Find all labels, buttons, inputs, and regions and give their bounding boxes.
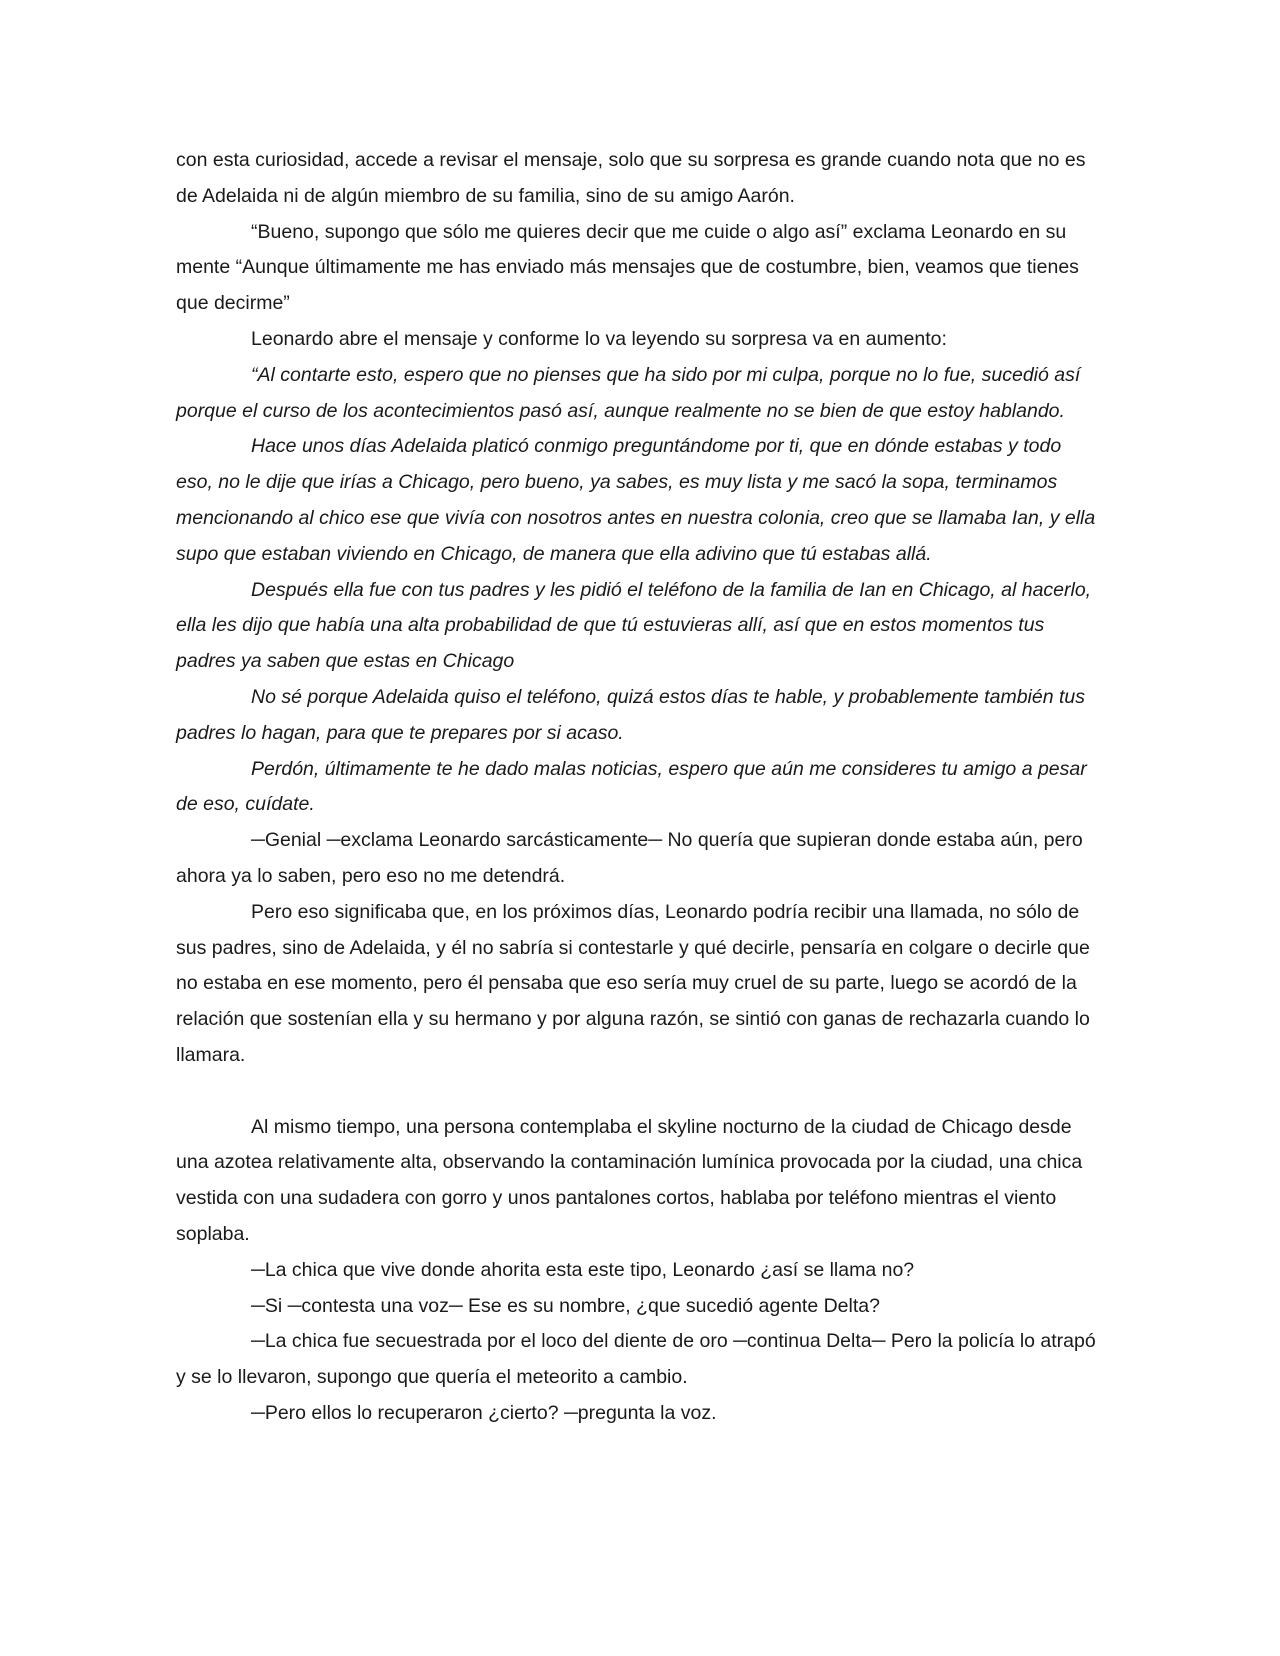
paragraph: ─Genial ─exclama Leonardo sarcásticamente─ No quería que supieran donde estaba aún, pero ahora ya lo saben, pero eso no me detendrá. — [176, 829, 1083, 887]
message-paragraph: Hace unos días Adelaida platicó conmigo preguntándome por ti, que en dónde estabas y todo eso, no le dije que irías a Chicago, pero bueno, ya sabes, es muy lista y me sacó la sopa, terminamos mencionando al chico ese que vivía con nosotros antes en nuestra colonia, creo que se llamaba Ian, y ella supo que estaban viviendo en Chicago, de manera que ella adivino que tú estabas allá. — [176, 435, 1096, 565]
message-paragraph: No sé porque Adelaida quiso el teléfono, quizá estos días te hable, y probablemente también tus padres lo hagan, para que te prepares por si acaso. — [176, 685, 1085, 744]
message-paragraph: Perdón, últimamente te he dado malas noticias, espero que aún me consideres tu amigo a pesar de eso, cuídate. — [176, 757, 1087, 816]
dialogue-paragraph: ─Pero ellos lo recuperaron ¿cierto? ─pregunta la voz. — [251, 1401, 717, 1424]
message-paragraph: Después ella fue con tus padres y les pidió el teléfono de la familia de Ian en Chicago, al hacerlo, ella les dijo que había una alta probabilidad de que tú estuvieras allí, así que en estos momentos tus padres ya saben que estas en Chicago — [176, 578, 1092, 673]
dialogue-paragraph: ─La chica que vive donde ahorita esta este tipo, Leonardo ¿así se llama no? — [251, 1258, 915, 1281]
blank-line — [176, 1074, 1100, 1110]
paragraph: “Bueno, supongo que sólo me quieres decir que me cuide o algo así” exclama Leonardo en su mente “Aunque últimamente me has enviado más mensajes que de costumbre, bien, veamos que tienes que decirme” — [176, 220, 1079, 315]
message-paragraph: “Al contarte esto, espero que no pienses que ha sido por mi culpa, porque no lo fue, sucedió así porque el curso de los acontecimientos pasó así, aunque realmente no se bien de que estoy hablando. — [176, 363, 1081, 422]
paragraph: con esta curiosidad, accede a revisar el mensaje, solo que su sorpresa es grande cuando nota que no es de Adelaida ni de algún miembro de su familia, sino de su amigo Aarón. — [176, 149, 1086, 207]
dialogue-paragraph: ─La chica fue secuestrada por el loco del diente de oro ─continua Delta─ Pero la policía lo atrapó y se lo llevaron, supongo que quería el meteorito a cambio. — [176, 1330, 1096, 1389]
document-body — [176, 143, 1100, 1432]
paragraph: Pero eso significaba que, en los próximos días, Leonardo podría recibir una llamada, no sólo de sus padres, sino de Adelaida, y él no sabría si contestarle y qué decirle, pensaría en colgare o decirle que no estaba en ese momento, pero él pensaba que eso sería muy cruel de su parte, luego se acordó de la relación que sostenían ella y su hermano y por alguna razón, se sintió con ganas de rechazarla cuando lo llamara. — [176, 900, 1090, 1066]
paragraph: Al mismo tiempo, una persona contemplaba el skyline nocturno de la ciudad de Chicago desde una azotea relativamente alta, observando la contaminación lumínica provocada por la ciudad, una chica vestida con una sudadera con gorro y unos pantalones cortos, hablaba por teléfono mientras el viento soplaba. — [176, 1115, 1083, 1245]
paragraph: Leonardo abre el mensaje y conforme lo va leyendo su sorpresa va en aumento: — [251, 327, 947, 350]
dialogue-paragraph: ─Si ─contesta una voz─ Ese es su nombre, ¿que sucedió agente Delta? — [251, 1294, 880, 1317]
